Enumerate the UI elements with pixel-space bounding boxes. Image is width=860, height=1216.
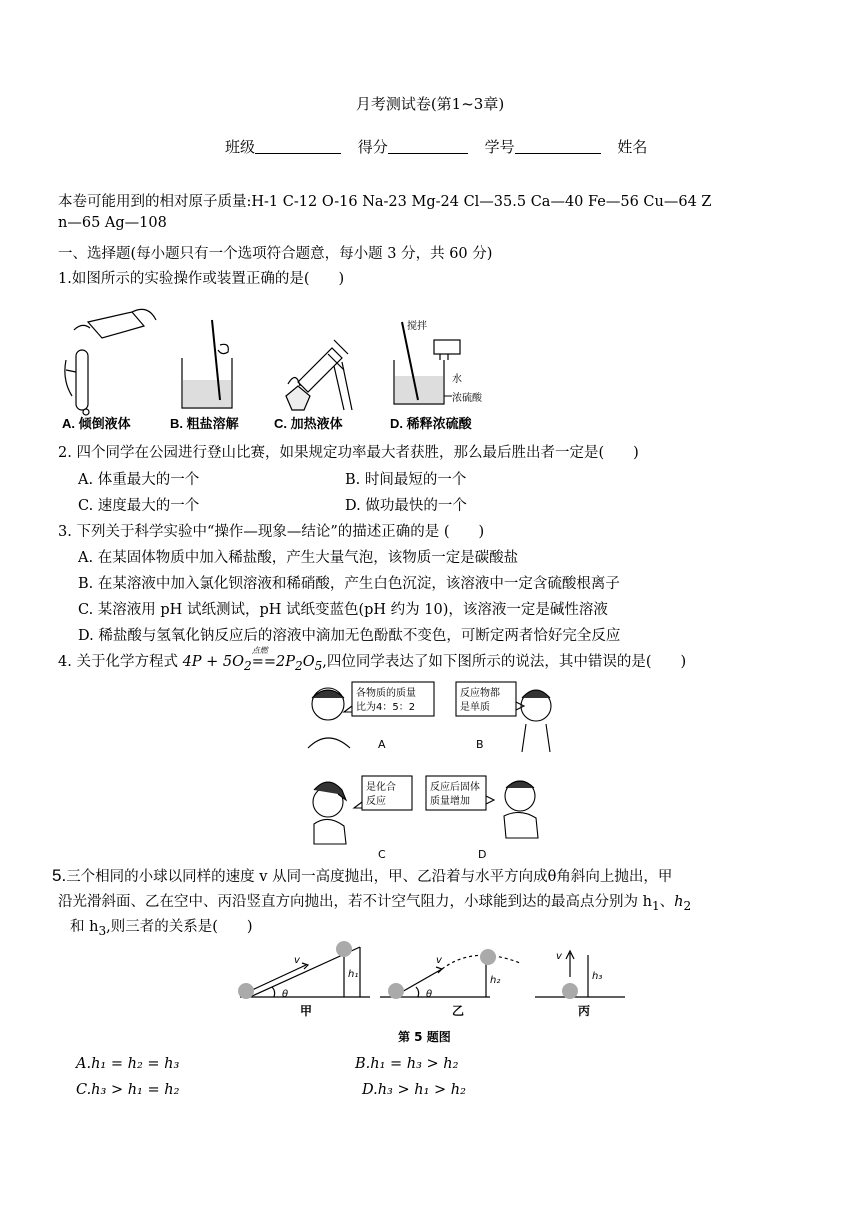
q5-option-c[interactable]: C.h₃ > h₁ = h₂ — [76, 1082, 180, 1098]
q5-option-a[interactable]: A.h₁ = h₂ = h₃ — [76, 1056, 180, 1072]
score-blank[interactable] — [388, 139, 468, 154]
page-title: 月考测试卷(第1~3章) — [355, 95, 505, 113]
q5-stem-line-3: 和 $h_3$,则三者的关系是( ) — [70, 919, 253, 938]
q4-letter-d: D — [478, 848, 487, 861]
svg-text:h₂: h₂ — [490, 975, 501, 986]
q1-figure — [52, 300, 512, 440]
q3-option-a[interactable]: A. 在某固体物质中加入稀盐酸，产生大量气泡，该物质一定是碳酸盐 — [78, 550, 519, 566]
svg-text:v: v — [294, 955, 300, 966]
q5-option-d[interactable]: D.h₃ > h₁ > h₂ — [362, 1082, 466, 1098]
q4-stem — [58, 646, 687, 673]
q5-stem-line-1 — [52, 865, 672, 886]
q2-option-a[interactable]: A. 体重最大的一个 — [78, 472, 200, 488]
q4-bubble-b-line1: 反应物都 — [460, 688, 500, 699]
svg-text:θ: θ — [282, 989, 289, 1000]
q5-figure-caption: 第 5 题图 — [398, 1030, 451, 1044]
q4-bubble-d-line1: 反应后固体 — [430, 782, 480, 793]
q2-option-d[interactable]: D. 做功最快的一个 — [345, 498, 467, 514]
q4-equation: $4P + 5O_2$ 点燃 $==2P_2O_5$ — [182, 646, 323, 673]
score-label: 得分 — [357, 138, 388, 156]
q5-label-yi: 乙 — [452, 1004, 465, 1018]
q4-letter-c: C — [378, 848, 386, 861]
q4-stem-prefix: 4. 关于化学方程式 — [58, 654, 183, 670]
q4-bubble-b-line2: 是单质 — [460, 702, 490, 713]
svg-text:θ: θ — [426, 989, 433, 1000]
q2-option-c[interactable]: C. 速度最大的一个 — [78, 498, 200, 514]
id-blank[interactable] — [515, 139, 601, 154]
q5-stem-text-1: 三个相同的小球以同样的速度 v 从同一高度抛出，甲、乙沿着与水平方向成θ角斜向上抛出，甲 — [66, 869, 673, 885]
id-label: 学号 — [484, 138, 515, 156]
q4-figure — [300, 676, 570, 866]
q1-label-acid: 浓硫酸 — [452, 393, 482, 404]
q4-letter-b: B — [476, 738, 484, 751]
q5-figure — [230, 935, 630, 1050]
q5-stem-text-3b: ,则三者的关系是( ) — [106, 919, 253, 935]
q1-stem: 1.如图所示的实验操作或装置正确的是( ) — [58, 271, 345, 287]
svg-text:v: v — [556, 951, 562, 962]
q1-label-water: 水 — [452, 374, 462, 385]
q5-label-bing: 丙 — [578, 1004, 591, 1018]
q2-stem: 2. 四个同学在公园进行登山比赛，如果规定功率最大者获胜，那么最后胜出者一定是( ) — [58, 445, 639, 461]
svg-text:h₁: h₁ — [348, 969, 359, 980]
q4-bubble-c-line1: 是化合 — [366, 782, 396, 793]
q3-option-b[interactable]: B. 在某溶液中加入氯化钡溶液和稀硝酸，产生白色沉淀，该溶液中一定含硫酸根离子 — [78, 576, 620, 592]
q4-bubble-d-line2: 质量增加 — [430, 796, 470, 807]
q4-eq-right: 2P — [276, 654, 296, 670]
q4-bubble-a-line2: 比为4：5：2 — [356, 702, 416, 713]
section-heading: 一、选择题(每小题只有一个选项符合题意，每小题 3 分，共 60 分) — [58, 246, 493, 262]
q4-eq-left: 4P + 5O — [182, 654, 245, 670]
atomic-mass-line-2: n—65 Ag—108 — [58, 215, 167, 231]
svg-text:h₃: h₃ — [592, 971, 603, 982]
q5-number: 5. — [52, 866, 67, 885]
q5-stem-line-2: 沿光滑斜面、乙在空中、丙沿竖直方向抛出，若不计空气阻力，小球能到达的最高点分别为 $h_1$、$h_2$ — [58, 894, 692, 913]
student-info-line — [225, 136, 647, 157]
q4-eq-condition: 点燃 — [251, 646, 268, 655]
q1-caption-c: C. 加热液体 — [274, 416, 343, 431]
q4-letter-a: A — [378, 738, 386, 751]
q3-stem: 3. 下列关于科学实验中“操作—现象—结论”的描述正确的是 ( ) — [58, 524, 485, 540]
svg-text:v: v — [436, 955, 442, 966]
q4-stem-suffix: ,四位同学表达了如下图所示的说法，其中错误的是( ) — [322, 654, 687, 670]
q4-bubble-a-line1: 各物质的质量 — [356, 688, 416, 699]
q5-label-jia: 甲 — [300, 1004, 313, 1018]
q2-option-b[interactable]: B. 时间最短的一个 — [345, 472, 467, 488]
q1-caption-a: A. 倾倒液体 — [62, 416, 131, 431]
q5-option-b[interactable]: B.h₁ = h₃ > h₂ — [355, 1056, 459, 1072]
q3-option-d[interactable]: D. 稀盐酸与氢氧化钠反应后的溶液中滴加无色酚酞不变色，可断定两者恰好完全反应 — [78, 628, 621, 644]
q5-stem-text-3a: 和 h — [70, 919, 99, 935]
q1-label-stir: 搅拌 — [407, 321, 427, 332]
q3-option-c[interactable]: C. 某溶液用 pH 试纸测试，pH 试纸变蓝色(pH 约为 10)，该溶液一定是碱性溶液 — [78, 602, 608, 618]
q1-caption-d: D. 稀释浓硫酸 — [390, 416, 472, 431]
q4-bubble-c-line2: 反应 — [366, 796, 386, 807]
class-label: 班级 — [225, 138, 256, 156]
class-blank[interactable] — [255, 139, 341, 154]
name-label: 姓名 — [617, 138, 648, 156]
atomic-mass-line-1: 本卷可能用到的相对原子质量:H-1 C-12 O-16 Na-23 Mg-24 Cl—35.5 Ca—40 Fe—56 Cu—64 Z — [58, 194, 712, 210]
q1-caption-b: B. 粗盐溶解 — [170, 416, 239, 431]
q5-stem-text-2: 沿光滑斜面、乙在空中、丙沿竖直方向抛出，若不计空气阻力，小球能到达的最高点分别为 h — [58, 894, 652, 910]
